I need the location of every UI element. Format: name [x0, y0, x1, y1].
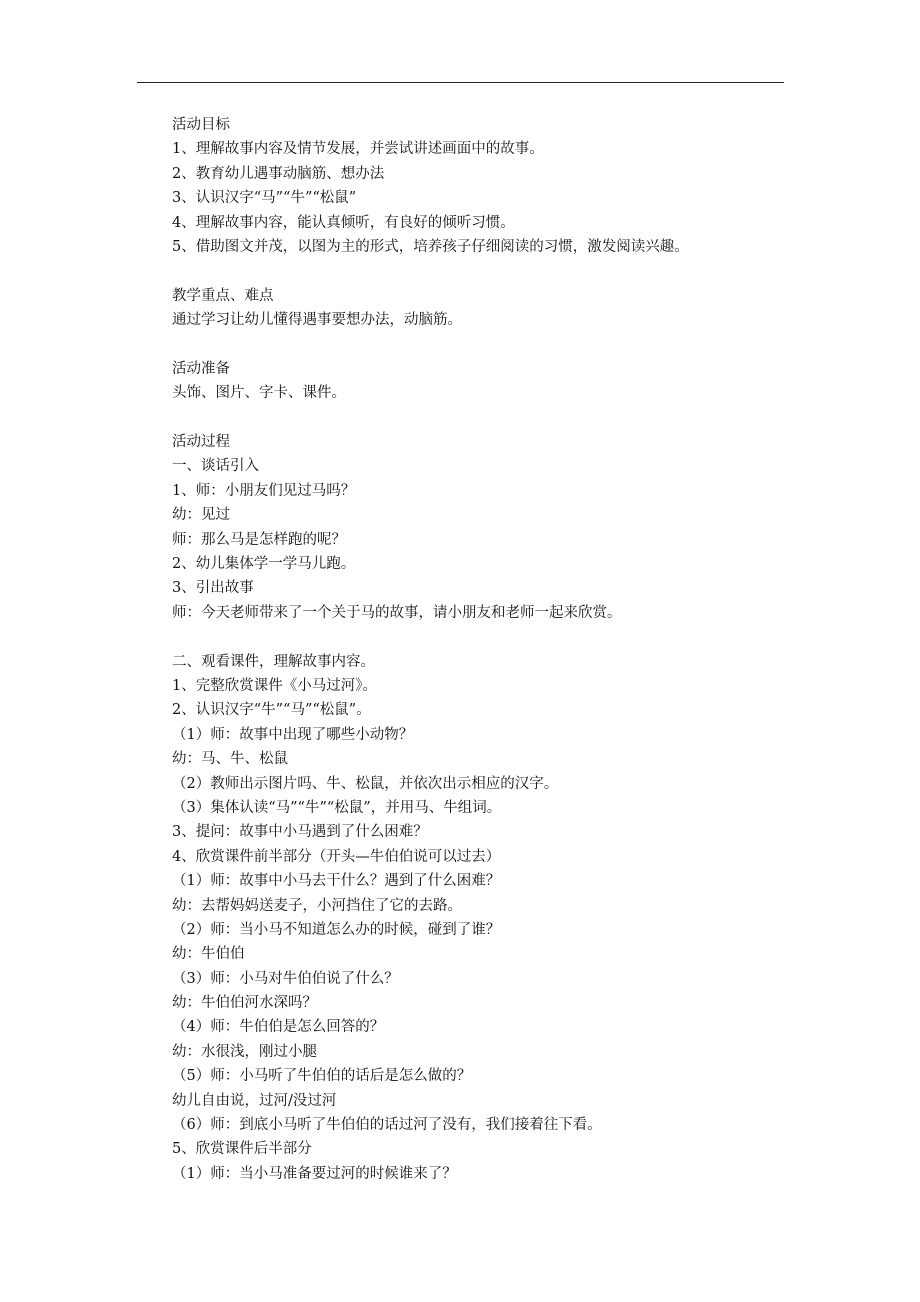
text-line: （5）师：小马听了牛伯伯的话后是怎么做的？ — [172, 1068, 472, 1085]
document-body — [172, 113, 782, 1186]
text-line: 一、谈话引入 — [172, 458, 259, 475]
text-line: 幼：去帮妈妈送麦子，小河挡住了它的去路。 — [172, 897, 462, 914]
text-line: 幼：马、牛、松鼠 — [172, 751, 288, 768]
text-line: 4、欣赏课件前半部分（开头—牛伯伯说可以过去） — [172, 848, 501, 865]
text-line: 2、幼儿集体学一学马儿跑。 — [172, 556, 356, 573]
text-line: 通过学习让幼儿懂得遇事要想办法，动脑筋。 — [172, 312, 462, 329]
section-preparation — [172, 357, 782, 406]
text-line: 3、认识汉字“马”“牛”“松鼠” — [172, 190, 357, 207]
text-line: 1、师：小朋友们见过马吗？ — [172, 482, 356, 499]
section-heading: 二、观看课件，理解故事内容。 — [172, 653, 375, 670]
section-courseware — [172, 650, 782, 1187]
section-heading: 活动准备 — [172, 360, 230, 377]
text-line: 4、理解故事内容，能认真倾听，有良好的倾听习惯。 — [172, 214, 515, 231]
paragraph-gap — [172, 625, 782, 649]
text-line: 2、教育幼儿遇事动脑筋、想办法 — [172, 165, 385, 182]
header-rule — [137, 82, 784, 83]
text-line: 2、认识汉字“牛”“马”“松鼠”。 — [172, 702, 371, 719]
text-line: 头饰、图片、字卡、课件。 — [172, 385, 346, 402]
text-line: 幼：牛伯伯 — [172, 946, 245, 963]
text-line: （4）师：牛伯伯是怎么回答的？ — [172, 1019, 385, 1036]
text-line: 1、完整欣赏课件《小马过河》。 — [172, 677, 377, 694]
text-line: 幼：见过 — [172, 507, 230, 524]
text-line: （1）师：故事中小马去干什么？遇到了什么困难？ — [172, 873, 501, 890]
text-line: （2）教师出示图片吗、牛、松鼠，并依次出示相应的汉字。 — [172, 775, 559, 792]
text-line: 5、欣赏课件后半部分 — [172, 1141, 312, 1158]
text-line: （3）集体认读“马”“牛”“松鼠”，并用马、牛组词。 — [172, 799, 502, 816]
text-line: （3）师：小马对牛伯伯说了什么？ — [172, 970, 399, 987]
text-line: 3、提问：故事中小马遇到了什么困难？ — [172, 824, 428, 841]
text-line: 5、借助图文并茂，以图为主的形式，培养孩子仔细阅读的习惯，激发阅读兴趣。 — [172, 238, 689, 255]
section-goals — [172, 113, 782, 259]
paragraph-gap — [172, 406, 782, 430]
text-line: （1）师：当小马准备要过河的时候谁来了？ — [172, 1165, 457, 1182]
text-line: 3、引出故事 — [172, 580, 254, 597]
section-heading: 活动目标 — [172, 117, 230, 133]
text-line: 幼：水很浅，刚过小腿 — [172, 1043, 317, 1060]
text-line: 1、理解故事内容及情节发展，并尝试讲述画面中的故事。 — [172, 141, 544, 158]
text-line: （2）师：当小马不知道怎么办的时候，碰到了谁？ — [172, 921, 501, 938]
text-line: 师：那么马是怎样跑的呢？ — [172, 531, 346, 548]
section-heading: 教学重点、难点 — [172, 287, 274, 304]
paragraph-gap — [172, 259, 782, 283]
section-heading: 活动过程 — [172, 434, 230, 451]
text-line: 幼：牛伯伯河水深吗？ — [172, 995, 317, 1012]
section-key-points — [172, 284, 782, 333]
text-line: （1）师：故事中出现了哪些小动物？ — [172, 726, 414, 743]
section-process — [172, 430, 782, 625]
text-line: 师：今天老师带来了一个关于马的故事，请小朋友和老师一起来欣赏。 — [172, 604, 622, 621]
paragraph-gap — [172, 333, 782, 357]
text-line: 幼儿自由说，过河/没过河 — [172, 1092, 337, 1109]
text-line: （6）师：到底小马听了牛伯伯的话过河了没有，我们接着往下看。 — [172, 1117, 602, 1134]
